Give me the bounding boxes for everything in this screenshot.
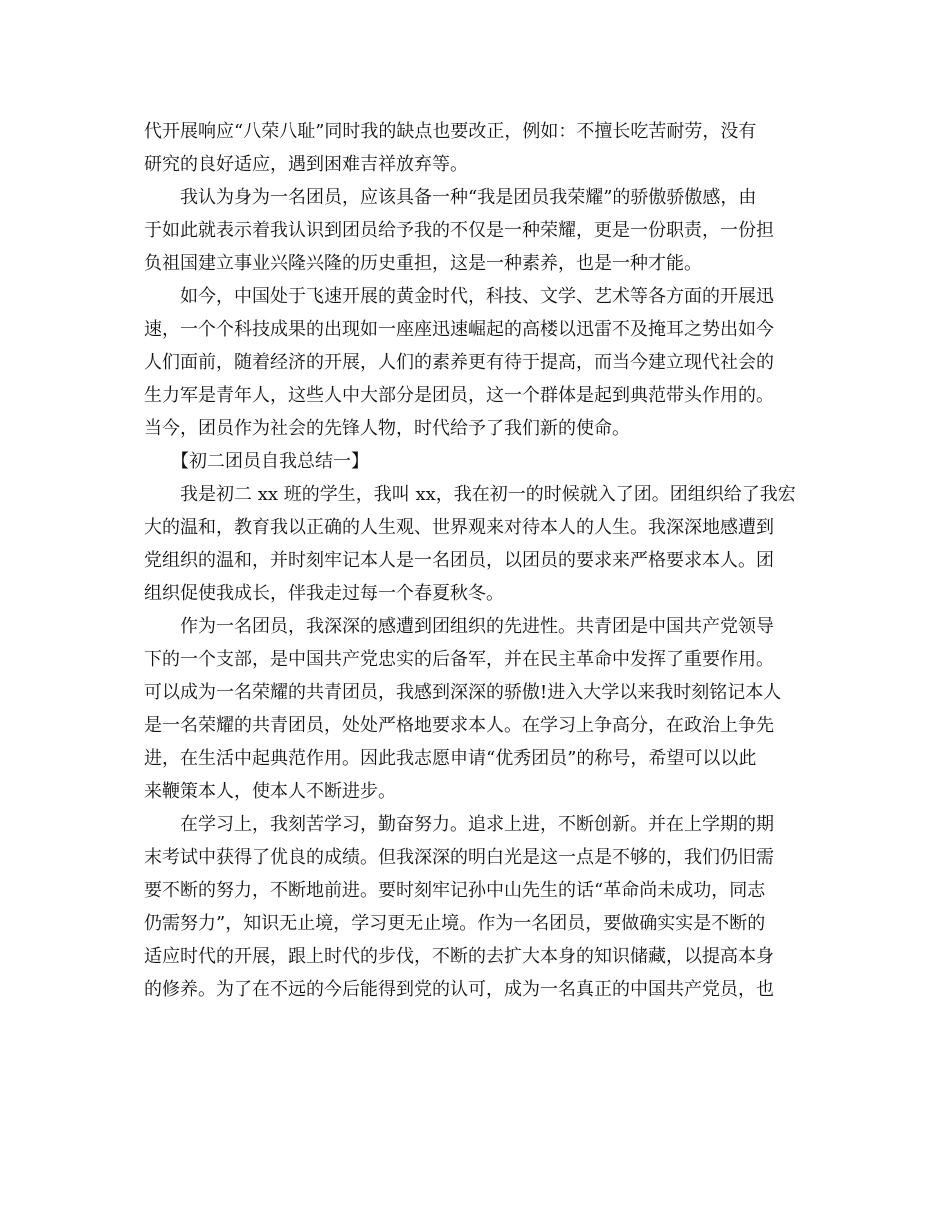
text-line: 组织促使我成长，伴我走过每一个春夏秋冬。	[144, 583, 504, 604]
text-line: 可以成为一名荣耀的共青团员，我感到深深的骄傲!进入大学以来我时刻铭记本人	[144, 682, 782, 703]
text-line: 要不断的努力，不断地前进。要时刻牢记孙中山先生的话“革命尚未成功，同志	[144, 880, 766, 901]
text-line: 当今，团员作为社会的先锋人物，时代给予了我们新的使命。	[144, 418, 630, 439]
heading-text: 【初二团员自我总结一】	[171, 451, 369, 472]
paragraph-1	[144, 115, 806, 181]
text-line: 作为一名团员，我深深的感遭到团组织的先进性。共青团是中国共产党领导	[180, 616, 774, 637]
paragraph-2	[144, 181, 806, 280]
text-line: 生力军是青年人，这些人中大部分是团员，这一个群体是起到典范带头作用的。	[144, 385, 774, 406]
text-line: 末考试中获得了优良的成绩。但我深深的明白光是这一点是不够的，我们仍旧需	[144, 847, 774, 868]
text-line: 是一名荣耀的共青团员，处处严格地要求本人。在学习上争高分，在政治上争先	[144, 715, 774, 736]
text-line: 研究的良好适应，遇到困难吉祥放弃等。	[144, 154, 468, 175]
text-line: 速，一个个科技成果的出现如一座座迅速崛起的高楼以迅雷不及掩耳之势出如今	[144, 319, 774, 340]
text-line: 代开展响应“八荣八耻”同时我的缺点也要改正，例如：不擅长吃苦耐劳，没有	[144, 121, 757, 142]
text-line: 人们面前，随着经济的开展，人们的素养更有待于提高，而当今建立现代社会的	[144, 352, 774, 373]
paragraph-5	[144, 478, 806, 610]
text-line: 于如此就表示着我认识到团员给予我的不仅是一种荣耀，更是一份职责，一份担	[144, 220, 774, 241]
text-line: 的修养。为了在不远的今后能得到党的认可，成为一名真正的中国共产党员，也	[144, 979, 774, 1000]
text-line: 来鞭策本人，使本人不断进步。	[144, 781, 396, 802]
text-line: 负祖国建立事业兴隆兴隆的历史重担，这是一种素养，也是一种才能。	[144, 253, 702, 274]
text-line: 适应时代的开展，跟上时代的步伐，不断的去扩大本身的知识储藏，以提高本身	[144, 946, 774, 967]
paragraph-6	[144, 610, 806, 808]
paragraph-7	[144, 808, 806, 1006]
text-line: 在学习上，我刻苦学习，勤奋努力。追求上进，不断创新。并在上学期的期	[180, 814, 774, 835]
text-line: 下的一个支部，是中国共产党忠实的后备军，并在民主革命中发挥了重要作用。	[144, 649, 774, 670]
text-line: 仍需努力”，知识无止境，学习更无止境。作为一名团员，要做确实实是不断的	[144, 913, 766, 934]
text-line: 如今，中国处于飞速开展的黄金时代，科技、文学、艺术等各方面的开展迅	[180, 286, 774, 307]
text-line: 我是初二 xx 班的学生，我叫 xx，我在初一的时候就入了团。团组织给了我宏	[180, 484, 796, 505]
text-line: 我认为身为一名团员，应该具备一种“我是团员我荣耀”的骄傲骄傲感，由	[180, 187, 757, 208]
document-body	[144, 115, 806, 1006]
text-line: 党组织的温和，并时刻牢记本人是一名团员，以团员的要求来严格要求本人。团	[144, 550, 774, 571]
text-line: 大的温和，教育我以正确的人生观、世界观来对待本人的人生。我深深地感遭到	[144, 517, 774, 538]
section-heading	[144, 445, 806, 478]
text-line: 进，在生活中起典范作用。因此我志愿申请“优秀团员”的称号，希望可以以此	[144, 748, 757, 769]
paragraph-3	[144, 280, 806, 445]
